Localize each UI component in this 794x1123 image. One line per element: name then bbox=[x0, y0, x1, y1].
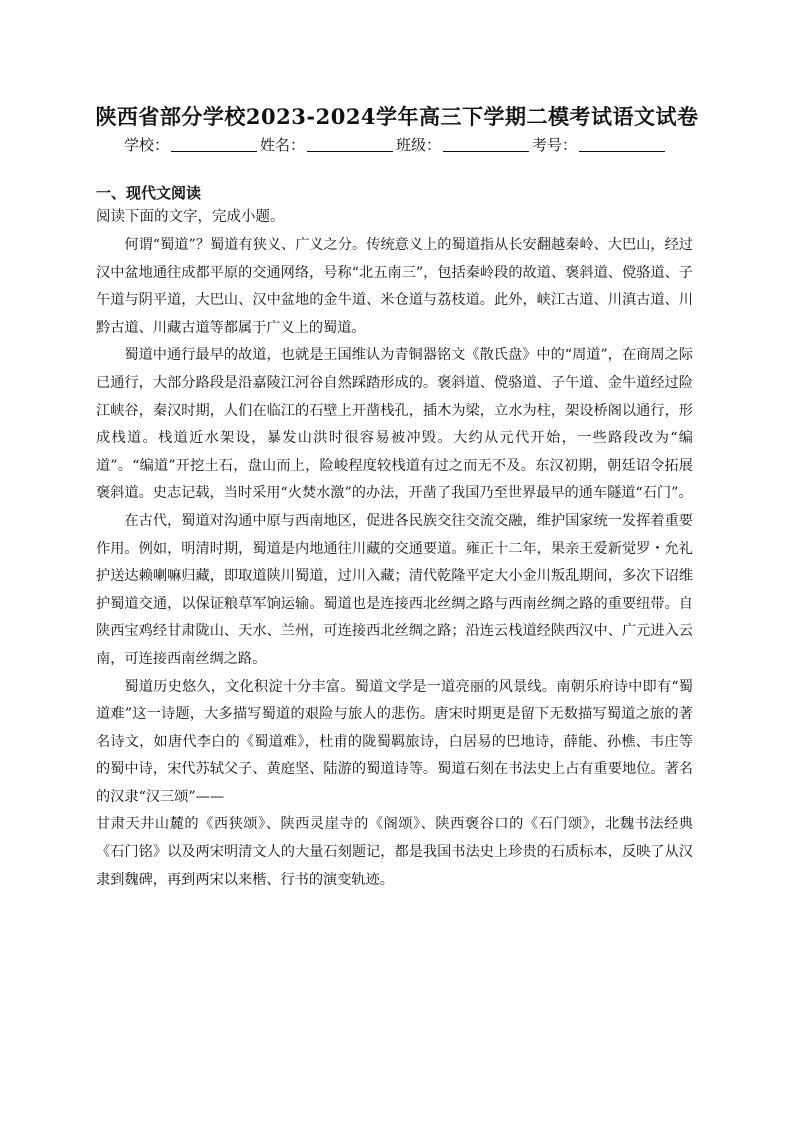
reading-instruction: 阅读下面的文字，完成小题。 bbox=[96, 209, 285, 225]
passage-paragraph-4: 蜀道历史悠久，文化积淀十分丰富。蜀道文学是一道亮丽的风景线。南朝乐府诗中即有“蜀道难”这一诗题，大多描写蜀道的艰险与旅人的悲伤。唐宋时期更是留下无数描写蜀道之旅的著名诗文，如唐代李白的《蜀道难》，杜甫的陇蜀羁旅诗，白居易的巴地诗，薛能、孙樵、韦庄等的蜀中诗，宋代苏轼父子、黄庭坚、陆游的蜀道诗等。蜀道石刻在书法史上占有重要地位。著名的汉隶“汉三颂”—— bbox=[96, 678, 693, 805]
reading-passage bbox=[96, 232, 693, 894]
section-heading: 一、现代文阅读 bbox=[96, 184, 202, 202]
name-label: 姓名： bbox=[260, 136, 306, 154]
school-label: 学校： bbox=[124, 136, 170, 154]
exam-number-blank[interactable] bbox=[579, 136, 665, 152]
class-label: 班级： bbox=[396, 136, 442, 154]
name-blank[interactable] bbox=[307, 136, 393, 152]
class-blank[interactable] bbox=[443, 136, 529, 152]
document-title: 陕西省部分学校2023-2024学年高三下学期二模考试语文试卷 bbox=[95, 104, 699, 129]
exam-number-label: 考号： bbox=[532, 136, 578, 154]
passage-paragraph-4-continued: 甘肃天井山麓的《西狭颂》、陕西灵崖寺的《阁颂》、陕西褒谷口的《石门颂》，北魏书法经典《石门铭》以及两宋明清文人的大量石刻题记，都是我国书法史上珍贵的石质标本，反映了从汉隶到魏碑，再到两宋以来楷、行书的演变轨迹。 bbox=[96, 816, 693, 888]
school-blank[interactable] bbox=[171, 136, 257, 152]
passage-paragraph-1: 何谓“蜀道”？蜀道有狭义、广义之分。传统意义上的蜀道指从长安翻越秦岭、大巴山，经过汉中盆地通往成都平原的交通网络，号称“北五南三”，包括秦岭段的故道、褒斜道、傥骆道、子午道与阴平道，大巴山、汉中盆地的金牛道、米仓道与荔枝道。此外，峡江古道、川滇古道、川黔古道、川藏古道等都属于广义上的蜀道。 bbox=[96, 237, 693, 336]
passage-paragraph-2: 蜀道中通行最早的故道，也就是王国维认为青铜器铭文《散氏盘》中的“周道”，在商周之际已通行，大部分路段是沿嘉陵江河谷自然踩踏形成的。褒斜道、傥骆道、子午道、金牛道经过险江峡谷，秦汉时期，人们在临江的石壁上开凿栈孔，插木为梁，立水为柱，架设桥阁以通行，形成栈道。栈道近水架设，暴发山洪时很容易被冲毁。大约从元代开始，一些路段改为“编道”。“编道”开挖土石，盘山而上，险峻程度较栈道有过之而无不及。东汉初期，朝廷诏令拓展褒斜道。史志记载，当时采用“火焚水激”的办法，开凿了我国乃至世界最早的通车隧道“石门”。 bbox=[96, 347, 693, 502]
passage-paragraph-3: 在古代，蜀道对沟通中原与西南地区，促进各民族交往交流交融，维护国家统一发挥着重要作用。例如，明清时期，蜀道是内地通往川藏的交通要道。雍正十二年，果亲王爱新觉罗・允礼护送达赖喇嘛归藏，即取道陕川蜀道，过川入藏；清代乾隆平定大小金川叛乱期间，多次下诏维护蜀道交通，以保证粮草军饷运输。蜀道也是连接西北丝绸之路与西南丝绸之路的重要纽带。自陕西宝鸡经甘肃陇山、天水、兰州，可连接西北丝绸之路；沿连云栈道经陕西汉中、广元进入云南，可连接西南丝绸之路。 bbox=[96, 512, 693, 667]
student-info-line bbox=[124, 135, 684, 155]
